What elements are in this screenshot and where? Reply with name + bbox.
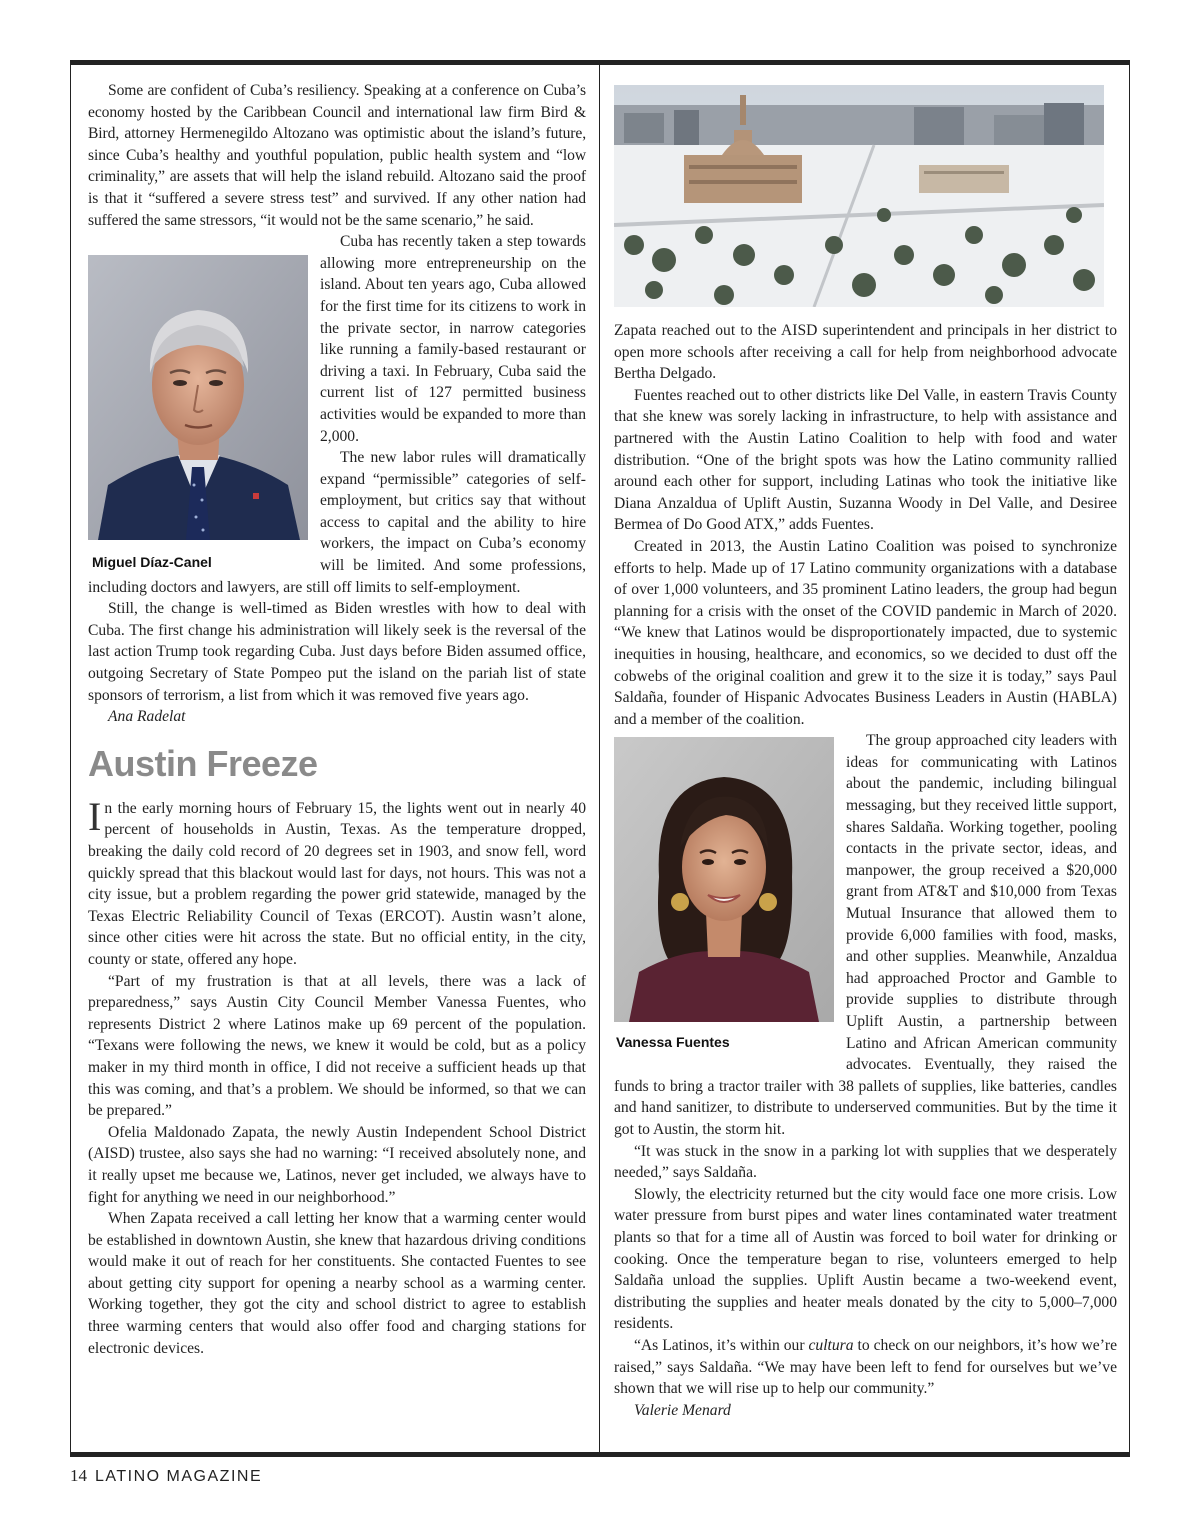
left-border [70,60,71,1457]
paragraph: Zapata reached out to the AISD superintendent and principals in her district to open more schools after receiving a call for help from neighborhood advocate Bertha Delgado. [614,322,1117,383]
paragraph-text: “As Latinos, it’s within our [634,1336,809,1354]
paragraph: Slowly, the electricity returned but the city would face one more crisis. Low water pressure from burst pipes and water lines contaminated water treatment plants so that for a time all of Austin was forced to boil water for drinking or cooking. Once the temperature began to rise, volunteers emerged to help Saldaña unload the supplies. Uplift Austin became a two-weekend event, distributing the supplies and heater meals donated by the city to 5,000–7,000 residents. [614,1185,1117,1333]
photo-austin-capitol-snow [614,85,1104,307]
paragraph: “It was stuck in the snow in a parking lot with supplies that we desperately needed,” says Saldaña. [614,1142,1117,1182]
magazine-name: LATINO MAGAZINE [95,1468,263,1485]
paragraph: Some are confident of Cuba’s resiliency. Speaking at a conference on Cuba’s economy hosted by the Caribbean Council and international law firm Bird & Bird, attorney Hermenegildo Altozano was optimistic about the island’s future, since Cuba’s healthy and youthful population, public health system and “low criminality,” are assets that will help the island rebuild. Altozano said the proof is that it “suffered a severe stress test” and survived. If any other nation had suffered the same stressors, “it would not be the same scenario,” he said. [88,82,586,229]
left-column [88,80,586,1359]
paragraph: Cuba has recently taken a step towards allowing more entrepreneurship on the island. About ten years ago, Cuba allowed for the first time for its citizens to work in the private sector, in narrow categories like running a family-based restaurant or driving a taxi. In February, Cuba said the current list of 127 permitted business activities would be expanded to more than 2,000. [320,233,586,445]
right-border [1129,60,1130,1457]
paragraph: Created in 2013, the Austin Latino Coalition was poised to synchronize efforts to help. Made up of 17 Latino community organizations with a database of over 1,000 volunteers, and 35 prominent Latino leaders, the group had begun planning for a crisis with the onset of the COVID pandemic in March of 2020. “We knew that Latinos would be disproportionately impacted, due to systemic inequities in housing, healthcare, and economics, so we decided to dust off the cobwebs of the original coalition and grew it to the size it is today,” says Paul Saldaña, founder of Hispanic Advocates Business Leaders in Austin (HABLA) and a member of the coalition. [614,537,1117,728]
paragraph: When Zapata received a call letting her know that a warming center would be established in downtown Austin, she knew that hazardous driving conditions would make it out of reach for her constituents. She contacted Fuentes to see about getting city support for opening a nearby school as a warming center. Working together, they got the city and school district to agree to establish three warming centers that would also offer food and charging stations for electronic devices. [88,1210,586,1357]
photo-vanessa-fuentes [614,737,834,1062]
portrait-image [614,737,834,1022]
byline: Valerie Menard [634,1401,731,1419]
paragraph [88,793,586,971]
paragraph [614,1335,1117,1400]
paragraph: The group approached city leaders with ideas for communicating with Latinos about the pandemic, including bilingual messaging, but they received little support, shares Saldaña. Working together, pooling contacts in the private sector, ideas, and manpower, the group received a $20,000 grant from AT&T and $10,000 from Texas Mutual Insurance that allowed them to provide 6,000 families with food, masks, and other supplies. Meanwhile, Anzaldua had approached Proctor and Gamble to provide supplies to distribute through Uplift Austin, a partnership between Latino and African American community advocates. Eventually, they raised the funds to bring a tractor trailer with 38 pallets of supplies, like batteries, candles and hand sanitizer, to distribute to underserved communities. But by the time it got to Austin, the storm hit. [614,732,1117,1138]
page-number: 14 [70,1466,87,1485]
aerial-city-image [614,85,1104,307]
emphasis-word: cultura [808,1336,854,1354]
top-rule [70,60,1130,65]
page-footer [70,1466,262,1486]
photo-caption: Vanessa Fuentes [616,1033,730,1050]
paragraph-text: to check on our neighbors, it’s how we’re raised,” says Saldaña. “We may have been left to fend for ourselves but we’ve shown that we will rise up to help our community.” [614,1336,1117,1398]
paragraph: “Part of my frustration is that at all levels, there was a lack of preparedness,” says Austin City Council Member Vanessa Fuentes, who represents District 2 where Latinos make up 69 percent of the population. “Texans were following the news, we knew it would be cold, but as a policy maker in my third month in office, I did not receive a sufficient heads up that this was coming, and that’s a problem. We should be informed, so that we can be prepared.” [88,972,586,1120]
portrait-image [88,255,308,540]
right-column [614,320,1117,1421]
section-headline: Austin Freeze [88,742,318,784]
paragraph: Ofelia Maldonado Zapata, the newly Austin Independent School District (AISD) trustee, also says she had no warning: “I received absolutely none, and it really upset me because we, Latinos, never get included, we always have to fight for anything we need in our neighborhood.” [88,1123,586,1206]
bottom-rule [70,1452,1130,1457]
paragraph: The new labor rules will dramatically expand “permissible” categories of self-employment, but critics say that without access to capital and the ability to hire workers, the impact on Cuba’s economy will be limited. And some professions, including doctors and lawyers, are still off limits to self-employment. [88,449,586,596]
paragraph: Fuentes reached out to other districts like Del Valle, in eastern Travis County that she knew was sorely lacking in infrastructure, to help with assistance and partnered with the Austin Latino Coalition to help with food and water distribution. “One of the bright spots was how the Latino community rallied around each other for support, including Latinas who took the initiative like Diana Anzaldua of Uplift Austin, Suzanna Woody in Del Valle, and Desiree Bermea of Do Good ATX,” adds Fuentes. [614,386,1117,534]
byline: Ana Radelat [108,708,186,726]
drop-cap: I [88,793,102,839]
paragraph: Still, the change is well-timed as Biden wrestles with how to deal with Cuba. The first change his administration will likely seek is the reversal of the last action Trump took regarding Cuba. Just days before Biden assumed office, outgoing Secretary of State Pompeo put the island on the pariah list of state sponsors of terrorism, a list from which it was removed five years ago. [88,600,586,704]
column-divider [599,60,600,1457]
photo-miguel-diaz-canel [88,255,308,570]
photo-caption: Miguel Díaz-Canel [92,553,212,570]
paragraph-text: n the early morning hours of February 15, the lights went out in nearly 40 percent of households in Austin, Texas. As the temperature dropped, breaking the daily cold record of 20 degrees set in 1903, and snow fell, word quickly spread that this blackout would last for days, not hours. This was not a city issue, but a problem regarding the power grid statewide, managed by the Texas Electric Reliability Council of Texas (ERCOT). Austin wasn’t alone, since other cities were hit across the state. But no official entity, in the city, county or state, offered any hope. [88,799,586,968]
